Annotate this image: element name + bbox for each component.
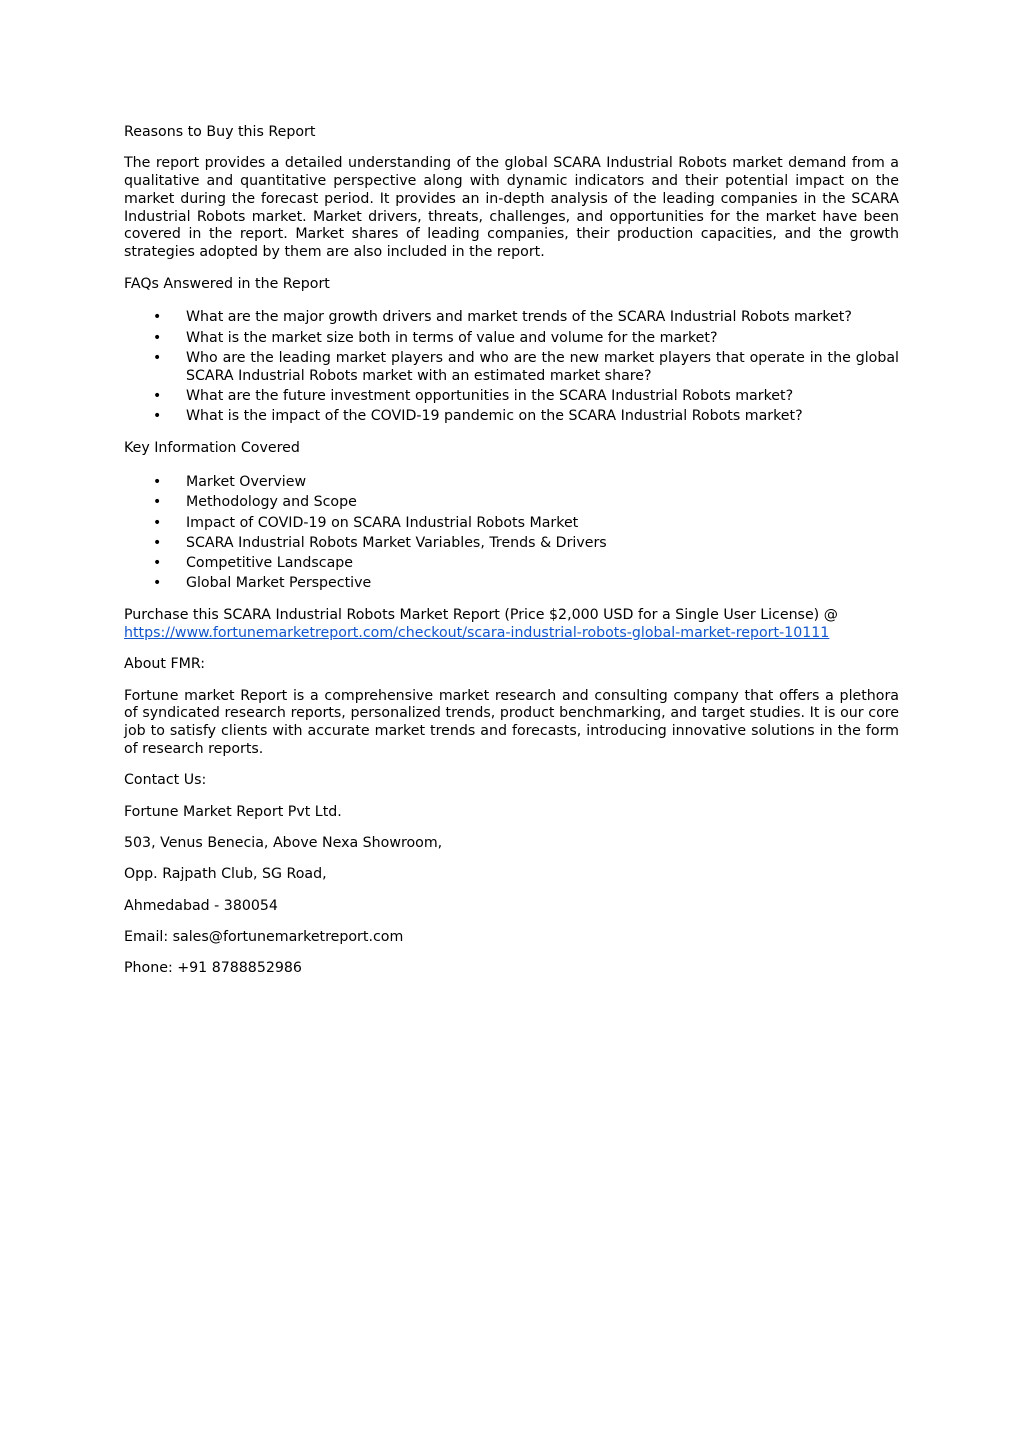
purchase-link[interactable]: https://www.fortunemarketreport.com/checkout/scara-industrial-robots-global-market-report-10111 [124, 625, 830, 642]
faqs-list [124, 309, 899, 426]
bullet-icon: • [153, 309, 162, 326]
list-item [124, 388, 899, 406]
faq-text: What is the impact of the COVID-19 pandemic on the SCARA Industrial Robots market? [186, 408, 803, 425]
key-info-text: Impact of COVID-19 on SCARA Industrial Robots Market [186, 514, 579, 531]
faq-text: Who are the leading market players and who are the new market players that operate in the global SCARA Industrial Robots market with an estimated market share? [186, 349, 899, 384]
purchase-paragraph [124, 607, 899, 643]
contact-company: Fortune Market Report Pvt Ltd. [124, 803, 342, 820]
key-info-text: Methodology and Scope [186, 494, 357, 511]
list-item [124, 474, 899, 492]
bullet-icon: • [153, 329, 162, 346]
about-heading: About FMR: [124, 656, 206, 673]
bullet-icon: • [153, 514, 162, 531]
list-item [124, 309, 899, 327]
bullet-icon: • [153, 473, 162, 490]
purchase-text: Purchase this SCARA Industrial Robots Market Report (Price $2,000 USD for a Single User License) @ [124, 607, 838, 624]
list-item [124, 408, 899, 426]
key-info-text: Market Overview [186, 473, 307, 490]
key-info-heading: Key Information Covered [124, 440, 300, 457]
document-page [124, 124, 899, 991]
reasons-heading: Reasons to Buy this Report [124, 124, 316, 140]
contact-address-line1: 503, Venus Benecia, Above Nexa Showroom, [124, 834, 443, 851]
bullet-icon: • [153, 408, 162, 425]
contact-city: Ahmedabad - 380054 [124, 897, 278, 914]
list-item [124, 350, 899, 386]
bullet-icon: • [153, 534, 162, 551]
list-item [124, 330, 899, 348]
key-info-text: Competitive Landscape [186, 555, 354, 572]
bullet-icon: • [153, 575, 162, 592]
list-item [124, 515, 899, 533]
list-item [124, 555, 899, 573]
faq-text: What are the future investment opportunities in the SCARA Industrial Robots market? [186, 388, 794, 405]
bullet-icon: • [153, 388, 162, 405]
contact-phone: Phone: +91 8788852986 [124, 960, 302, 977]
about-body: Fortune market Report is a comprehensive market research and consulting company that offers a plethora of syndicated research reports, personalized trends, product benchmarking, and target studies. It is our core job to satisfy clients with accurate market trends and forecasts, introducing innovative solutions in the form of research reports. [124, 687, 899, 758]
key-info-list [124, 474, 899, 593]
key-info-text: SCARA Industrial Robots Market Variables, Trends & Drivers [186, 534, 607, 551]
bullet-icon: • [153, 555, 162, 572]
key-info-text: Global Market Perspective [186, 575, 372, 592]
faqs-heading: FAQs Answered in the Report [124, 275, 330, 292]
list-item [124, 535, 899, 553]
list-item [124, 575, 899, 593]
contact-heading: Contact Us: [124, 772, 207, 789]
faq-text: What is the market size both in terms of value and volume for the market? [186, 329, 718, 346]
contact-address-line2: Opp. Rajpath Club, SG Road, [124, 866, 327, 883]
bullet-icon: • [153, 349, 162, 366]
list-item [124, 494, 899, 512]
contact-email: Email: sales@fortunemarketreport.com [124, 928, 404, 945]
reasons-body: The report provides a detailed understanding of the global SCARA Industrial Robots market demand from a qualitative and quantitative perspective along with dynamic indicators and their potential impact on the market during the forecast period. It provides an in-depth analysis of the leading companies in the SCARA Industrial Robots market. Market drivers, threats, challenges, and opportunities for the market have been covered in the report. Market shares of leading companies, their production capacities, and the growth strategies adopted by them are also included in the report. [124, 155, 899, 261]
bullet-icon: • [153, 494, 162, 511]
faq-text: What are the major growth drivers and market trends of the SCARA Industrial Robots market? [186, 309, 852, 326]
